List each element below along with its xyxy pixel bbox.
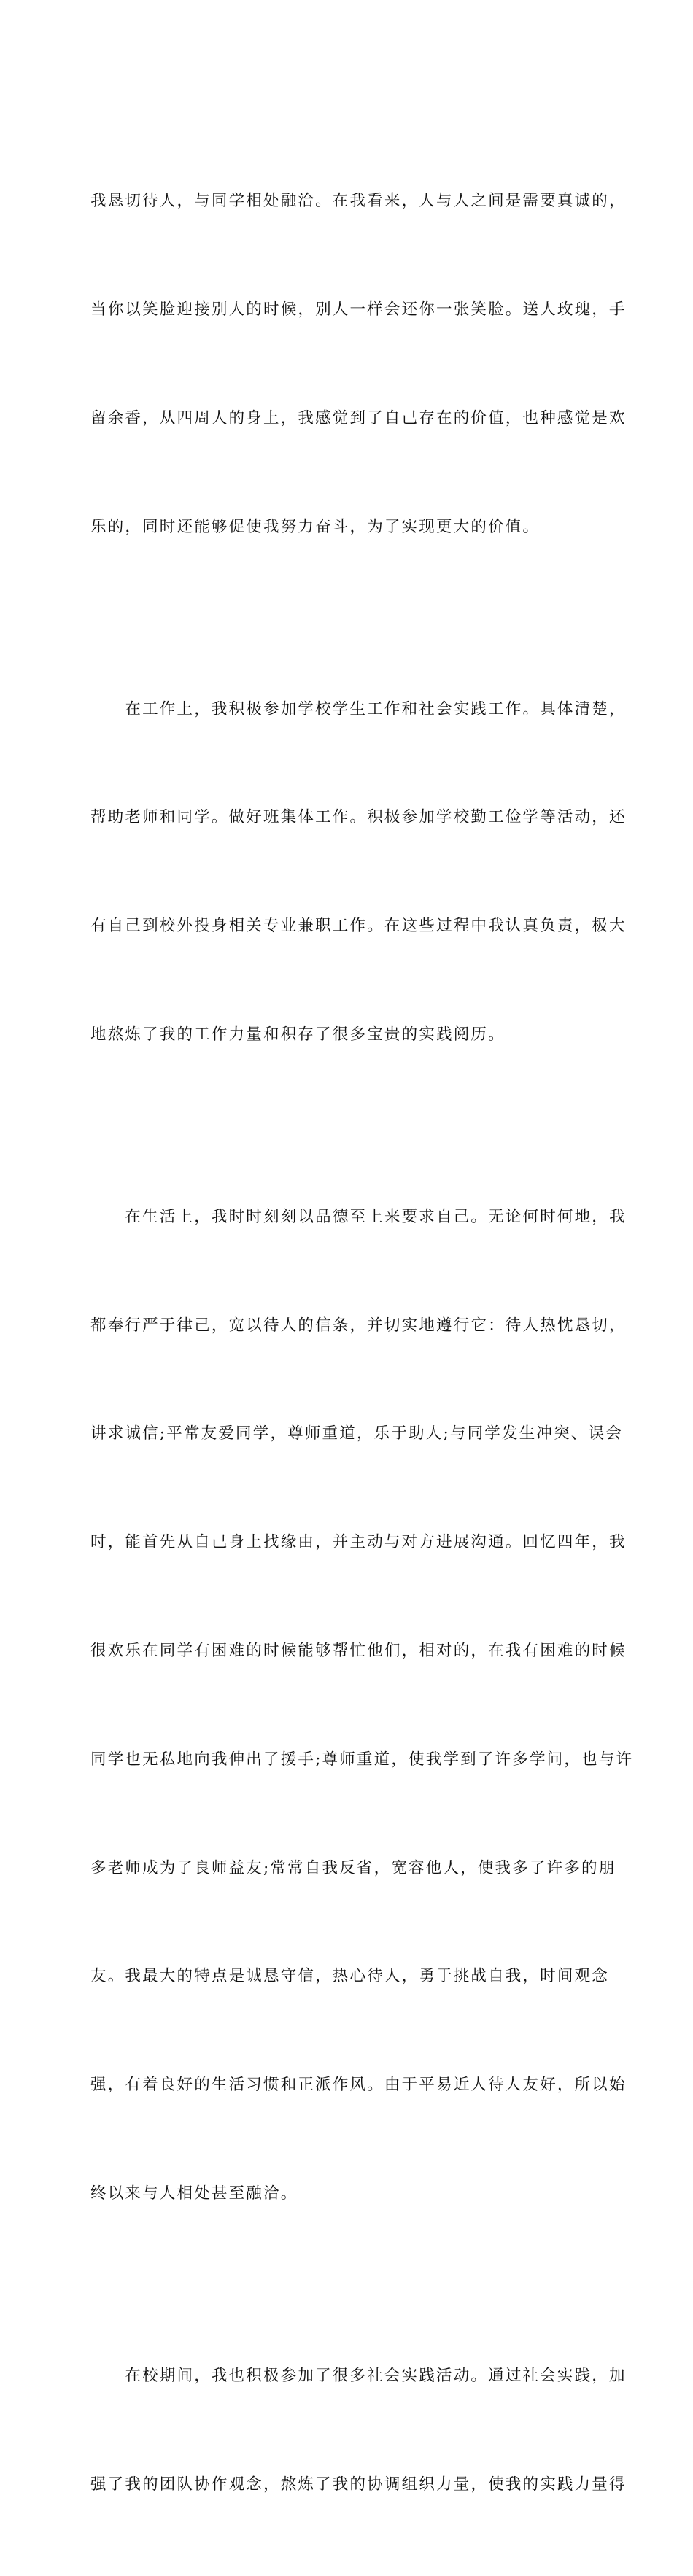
text-line: 时，能首先从自己身上找缘由，并主动与对方进展沟通。回忆四年，我 (90, 1533, 627, 1552)
text-line: 都奉行严于律己，宽以待人的信条，并切实地遵行它：待人热忱恳切， (90, 1316, 627, 1335)
text-line: 当你以笑脸迎接别人的时候，别人一样会还你一张笑脸。送人玫瑰，手 (90, 300, 627, 319)
text-line: 地熬炼了我的工作力量和积存了很多宝贵的实践阅历。 (90, 1025, 506, 1044)
text-line: 强，有着良好的生活习惯和正派作风。由于平易近人待人友好，所以始 (90, 2076, 627, 2095)
text-line: 多老师成为了良师益友;常常自我反省，宽容他人，使我多了许多的朋 (90, 1858, 616, 1877)
text-line: 我恳切待人，与同学相处融洽。在我看来，人与人之间是需要真诚的， (90, 192, 627, 211)
text-line: 帮助老师和同学。做好班集体工作。积极参加学校勤工俭学等活动，还 (90, 808, 627, 827)
paragraph-4 (90, 2286, 627, 2575)
text-line: 友。我最大的特点是诚恳守信，热心待人，勇于挑战自我，时间观念 (90, 1967, 610, 1986)
text-line: 留余香，从四周人的身上，我感觉到了自己存在的价值，也种感觉是欢 (90, 408, 627, 427)
paragraph-2 (90, 618, 627, 1125)
text-line: 同学也无私地向我伸出了援手;尊师重道，使我学到了许多学问，也与许 (90, 1750, 634, 1769)
text-line: 很欢乐在同学有困难的时候能够帮忙他们，相对的，在我有困难的时候 (90, 1641, 627, 1660)
document-body (90, 111, 634, 2576)
text-line: 有自己到校外投身相关专业兼职工作。在这些过程中我认真负责，极大 (90, 917, 627, 936)
text-line: 讲求诚信;平常友爱同学，尊师重道，乐于助人;与同学发生冲突、误会 (90, 1424, 623, 1443)
text-line: 强了我的团队协作观念，熬炼了我的协调组织力量，使我的实践力量得 (90, 2475, 627, 2494)
paragraph-1 (90, 111, 627, 617)
text-line: 在工作上，我积极参加学校学生工作和社会实践工作。具体清楚， (90, 699, 627, 718)
text-line: 在生活上，我时时刻刻以品德至上来要求自己。无论何时何地，我 (90, 1207, 627, 1226)
text-line: 在校期间，我也积极参加了很多社会实践活动。通过社会实践，加 (90, 2366, 627, 2385)
text-line: 终以来与人相处甚至融洽。 (90, 2184, 298, 2203)
text-line: 乐的，同时还能够促使我努力奋斗，为了实现更大的价值。 (90, 517, 541, 536)
paragraph-3 (90, 1127, 634, 2284)
